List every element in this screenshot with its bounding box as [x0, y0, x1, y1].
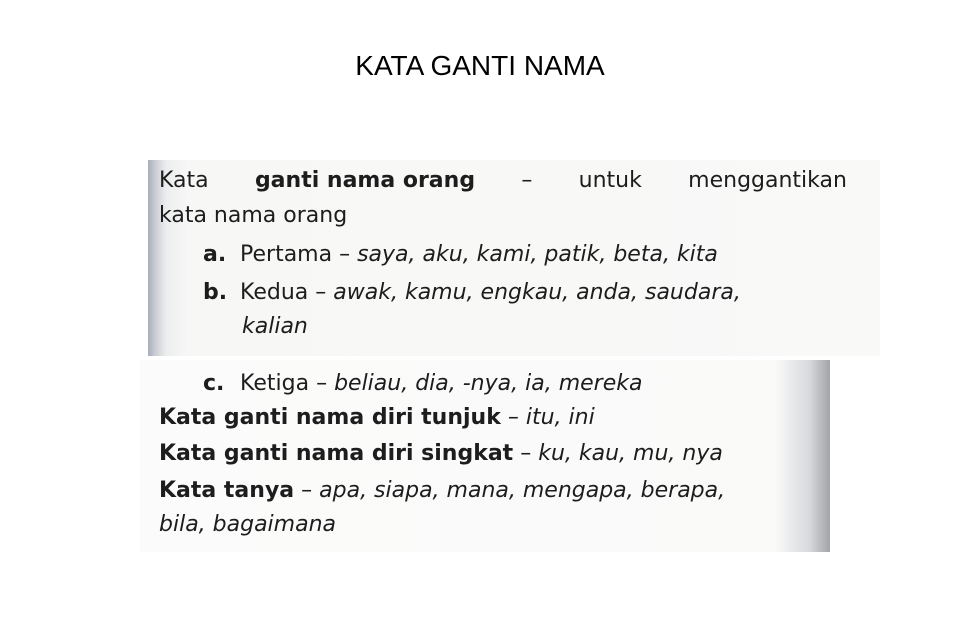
heading-dash: – — [521, 168, 533, 193]
short-label: Kata ganti nama diri singkat — [159, 441, 514, 466]
page-title: KATA GANTI NAMA — [355, 50, 605, 81]
list-item — [203, 240, 718, 270]
personal-pronoun-heading — [159, 166, 847, 196]
demonstrative-label: Kata ganti nama diri tunjuk — [159, 405, 501, 430]
demonstrative-dash: – — [507, 405, 519, 430]
scanned-excerpt-bottom — [140, 360, 830, 552]
short-examples: ku, kau, mu, nya — [538, 441, 723, 466]
heading-label: Kata — [159, 168, 209, 193]
list-item — [203, 369, 642, 399]
list-item-dash: – — [339, 242, 351, 267]
list-item-examples: awak, kamu, engkau, anda, saudara, — [333, 280, 741, 305]
interrogative-line — [159, 476, 725, 506]
list-marker: b. — [203, 280, 228, 305]
heading-desc-word: menggantikan — [688, 168, 847, 193]
interrogative-label: Kata tanya — [159, 478, 295, 503]
list-marker: a. — [203, 242, 227, 267]
list-item-examples: beliau, dia, -nya, ia, mereka — [334, 371, 643, 396]
list-item-name: Kedua — [240, 280, 309, 305]
demonstrative-examples: itu, ini — [525, 405, 595, 430]
short-pronoun-line — [159, 439, 723, 469]
demonstrative-pronoun-line — [159, 403, 595, 433]
scanned-excerpt-top — [148, 160, 880, 356]
list-item-dash: – — [316, 371, 328, 396]
list-item-name: Pertama — [240, 242, 333, 267]
list-item — [203, 278, 741, 308]
list-item-dash: – — [315, 280, 327, 305]
list-item-examples: saya, aku, kami, patik, beta, kita — [357, 242, 718, 267]
interrogative-examples: apa, siapa, mana, mengapa, berapa, — [319, 478, 726, 503]
list-marker: c. — [203, 371, 225, 396]
heading-term: ganti nama orang — [254, 168, 476, 193]
interrogative-dash: – — [301, 478, 313, 503]
list-item-name: Ketiga — [240, 371, 310, 396]
list-item-examples-cont: kalian — [242, 314, 308, 339]
heading-desc-word: untuk — [578, 168, 642, 193]
personal-pronoun-heading-cont: kata nama orang — [159, 203, 348, 228]
short-dash: – — [520, 441, 532, 466]
interrogative-examples-cont: bila, bagaimana — [159, 512, 336, 537]
